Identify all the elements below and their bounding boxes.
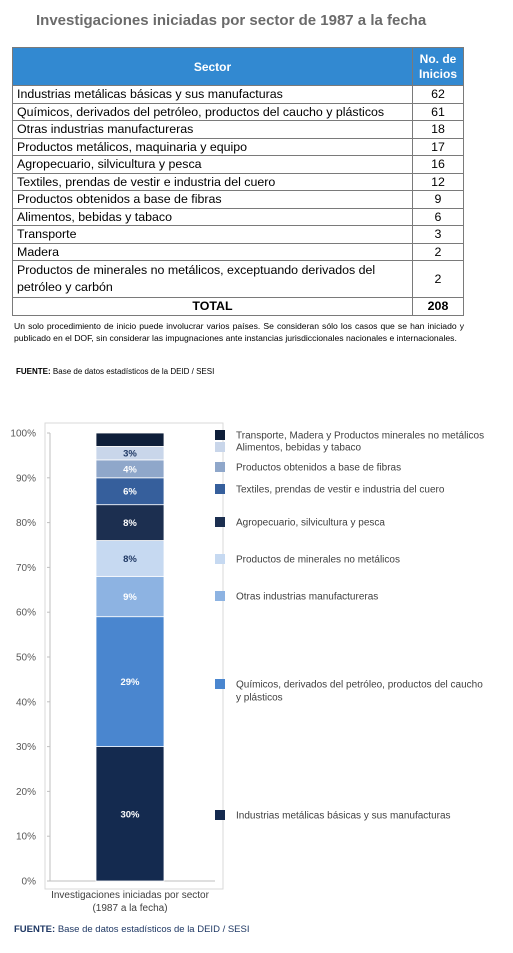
data-label: 9% [123,592,137,604]
legend-label: Textiles, prendas de vestir e industria del cuero [236,484,445,496]
count-cell: 2 [413,261,464,298]
table-row [13,103,464,121]
sector-cell: Textiles, prendas de vestir e industria del cuero [13,173,413,191]
count-cell: 62 [413,86,464,104]
sector-cell: Otras industrias manufactureras [13,121,413,139]
count-cell: 12 [413,173,464,191]
table-row [13,86,464,104]
legend-swatch [215,442,225,452]
sector-cell: Transporte [13,226,413,244]
legend-label: Otras industrias manufactureras [236,591,379,603]
y-tick-label: 100% [10,428,36,440]
y-tick-label: 70% [15,562,36,574]
total-label: TOTAL [13,298,413,316]
table-row [13,138,464,156]
source-label: FUENTE: [16,367,51,376]
legend-swatch [215,591,225,601]
legend-swatch [215,810,225,820]
table-total-row [13,298,464,316]
sector-cell: Productos de minerales no metálicos, exceptuando derivados del petróleo y carbón [13,261,413,298]
source-text: Base de datos estadísticos de la DEID / SESI [52,367,215,376]
table-note: Un solo procedimiento de inicio puede involucrar varios países. Se consideran sólo los casos que se han iniciado y publicado en el DOF, sin considerar las impugnaciones ante instancias jurisdiccionales nacionales e internacionales. [14,321,464,343]
table-row [13,226,464,244]
legend-swatch [215,484,225,494]
y-tick-label: 90% [15,473,36,485]
stacked-bar-chart [0,420,513,920]
data-label: 8% [123,553,137,565]
x-category-label: (1987 a la fecha) [92,903,168,914]
chart-source [14,924,250,935]
header-sector: Sector [13,48,413,86]
sector-cell: Madera [13,243,413,261]
legend-label: y plásticos [236,692,283,704]
count-cell: 2 [413,243,464,261]
bar-segment [96,433,164,446]
chart-source-label: FUENTE: [14,924,56,935]
table-row [13,173,464,191]
count-cell: 16 [413,156,464,174]
y-tick-label: 60% [15,607,36,619]
legend-label: Productos obtenidos a base de fibras [236,462,402,474]
y-tick-label: 0% [21,876,36,888]
count-cell: 3 [413,226,464,244]
sector-cell: Industrias metálicas básicas y sus manufacturas [13,86,413,104]
table-row [13,121,464,139]
legend-label: Agropecuario, silvicultura y pesca [236,517,385,529]
data-label: 6% [123,486,137,498]
data-label: 4% [123,464,137,476]
legend-swatch [215,554,225,564]
sector-cell: Productos metálicos, maquinaria y equipo [13,138,413,156]
data-label: 30% [120,809,140,821]
legend-swatch [215,517,225,527]
table-row [13,156,464,174]
table-row [13,208,464,226]
count-cell: 6 [413,208,464,226]
data-label: 3% [123,448,137,460]
table-title: Investigaciones iniciadas por sector de 1987 a la fecha [36,12,427,29]
sector-table [12,47,464,316]
table-row [13,261,464,298]
sector-cell: Alimentos, bebidas y tabaco [13,208,413,226]
y-tick-label: 20% [15,786,36,798]
legend-swatch [215,679,225,689]
legend-swatch [215,430,225,440]
chart-source-text: Base de datos estadísticos de la DEID / SESI [57,924,250,935]
header-count: No. de Inicios [413,48,464,86]
y-tick-label: 80% [15,518,36,530]
legend-label: Industrias metálicas básicas y sus manufacturas [236,810,451,822]
count-cell: 61 [413,103,464,121]
legend-label: Transporte, Madera y Productos minerales no metálicos [236,430,485,442]
legend-label: Químicos, derivados del petróleo, productos del caucho [236,679,483,691]
data-label: 8% [123,518,137,530]
count-cell: 9 [413,191,464,209]
y-tick-label: 30% [15,742,36,754]
table-row [13,191,464,209]
total-value: 208 [413,298,464,316]
y-tick-label: 40% [15,697,36,709]
table-row [13,243,464,261]
sector-cell: Químicos, derivados del petróleo, productos del caucho y plásticos [13,103,413,121]
y-tick-label: 50% [15,652,36,664]
legend-swatch [215,462,225,472]
sector-cell: Productos obtenidos a base de fibras [13,191,413,209]
count-cell: 17 [413,138,464,156]
x-category-label: Investigaciones iniciadas por sector [51,890,209,901]
legend-label: Alimentos, bebidas y tabaco [236,442,362,454]
table-header-row [13,48,464,86]
count-cell: 18 [413,121,464,139]
sector-cell: Agropecuario, silvicultura y pesca [13,156,413,174]
legend-label: Productos de minerales no metálicos [236,554,400,566]
table-source [16,367,214,376]
y-tick-label: 10% [15,831,36,843]
data-label: 29% [120,677,140,689]
